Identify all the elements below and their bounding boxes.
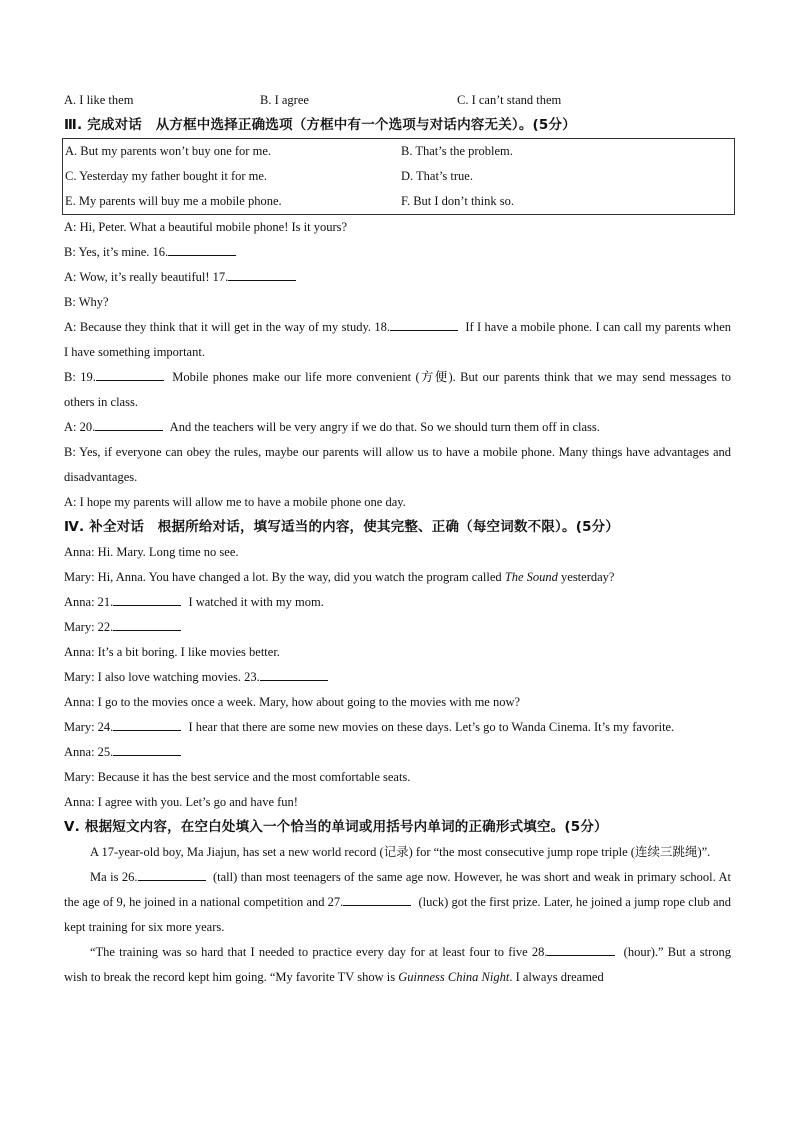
dialogue-line: A: Hi, Peter. What a beautiful mobile phone! Is it yours? <box>64 220 348 234</box>
show-title: Guinness China Night <box>398 970 510 984</box>
dialogue-line: Mary: Hi, Anna. You have changed a lot. By the way, did you watch the program called The Sound yesterday? <box>64 570 615 584</box>
dialogue-line: A: I hope my parents will allow me to have a mobile phone one day. <box>64 495 406 509</box>
box-option-a: A. But my parents won’t buy one for me. <box>65 144 271 158</box>
box-option-c: C. Yesterday my father bought it for me. <box>65 169 268 183</box>
box-option-f: F. But I don’t think so. <box>401 194 515 208</box>
dialogue-line: Anna: It’s a bit boring. I like movies better. <box>64 645 280 659</box>
answer-choice-box <box>62 138 735 215</box>
program-title: The Sound <box>504 570 558 584</box>
dialogue-line: Anna: I agree with you. Let’s go and have fun! <box>64 795 298 809</box>
answer-blank-17[interactable] <box>228 268 296 281</box>
box-option-d: D. That’s true. <box>401 169 473 183</box>
answer-blank-18[interactable] <box>390 318 458 331</box>
answer-blank-26[interactable] <box>138 868 206 881</box>
dialogue-line: B: Why? <box>64 295 109 309</box>
answer-blank-27[interactable] <box>343 893 411 906</box>
answer-blank-24[interactable] <box>113 718 181 731</box>
answer-blank-20[interactable] <box>95 418 163 431</box>
option-b: B. I agree <box>260 93 309 107</box>
dialogue-line: A: 20. And the teachers will be very angry if we do that. So we should turn them off in class. <box>64 420 600 434</box>
answer-blank-28[interactable] <box>547 943 615 956</box>
section-4-heading: Ⅳ. 补全对话 根据所给对话，填写适当的内容，使其完整、正确（每空词数不限）。(5分） <box>64 519 620 535</box>
dialogue-line: A: Because they think that it will get in the way of my study. 18. If I have a mobile phone. I can call my parents when I have something important. <box>64 320 732 359</box>
dialogue-line: Mary: Because it has the best service and the most comfortable seats. <box>64 770 411 784</box>
dialogue-line: Anna: Hi. Mary. Long time no see. <box>64 545 239 559</box>
option-c: C. I can’t stand them <box>457 93 562 107</box>
answer-blank-23[interactable] <box>260 668 328 681</box>
dialogue-line: Mary: I also love watching movies. 23. <box>64 665 731 690</box>
passage-paragraph: A 17-year-old boy, Ma Jiajun, has set a new world record (记录) for “the most consecutive jump rope triple (连续三跳绳)”. <box>90 845 711 859</box>
dialogue-line: Mary: 22. <box>64 615 731 640</box>
answer-blank-22[interactable] <box>113 618 181 631</box>
box-option-b: B. That’s the problem. <box>401 144 513 158</box>
dialogue-line: Mary: 24. I hear that there are some new movies on these days. Let’s go to Wanda Cinema. It’s my favorite. <box>64 720 675 734</box>
dialogue-line: A: Wow, it’s really beautiful! 17. <box>64 265 731 290</box>
dialogue-line: B: Yes, it’s mine. 16. <box>64 240 731 265</box>
dialogue-line: Anna: 25. <box>64 740 731 765</box>
answer-blank-19[interactable] <box>96 368 164 381</box>
section-3-heading: Ⅲ. 完成对话 从方框中选择正确选项（方框中有一个选项与对话内容无关）。(5分） <box>64 117 576 133</box>
answer-blank-21[interactable] <box>113 593 181 606</box>
box-option-e: E. My parents will buy me a mobile phone. <box>65 194 282 208</box>
dialogue-line: Anna: I go to the movies once a week. Mary, how about going to the movies with me now? <box>64 695 521 709</box>
dialogue-line: Anna: 21. I watched it with my mom. <box>64 595 324 609</box>
section-5-heading: Ⅴ. 根据短文内容，在空白处填入一个恰当的单词或用括号内单词的正确形式填空。(5分） <box>64 819 608 835</box>
passage-paragraph: “The training was so hard that I needed to practice every day for at least four to five 28. (hour).” But a strong wish to break the record kept him going. “My favorite TV show is Guinness China Night. I always dreamed <box>64 945 731 984</box>
previous-question-options <box>64 88 731 113</box>
answer-blank-16[interactable] <box>168 243 236 256</box>
answer-blank-25[interactable] <box>113 743 181 756</box>
passage-paragraph: Ma is 26. (tall) than most teenagers of the same age now. However, he was short and weak in primary school. At the age of 9, he joined in a national competition and 27. (luck) got the first prize. Later, he joined a jump rope club and kept training for six more years. <box>64 870 731 934</box>
exam-page <box>64 88 731 990</box>
dialogue-line: B: 19. Mobile phones make our life more convenient (方便). But our parents think that we may send messages to others in class. <box>64 370 731 409</box>
dialogue-line: B: Yes, if everyone can obey the rules, maybe our parents will allow us to have a mobile phone. Many things have advantages and disadvantages. <box>64 445 731 484</box>
option-a: A. I like them <box>64 93 134 107</box>
